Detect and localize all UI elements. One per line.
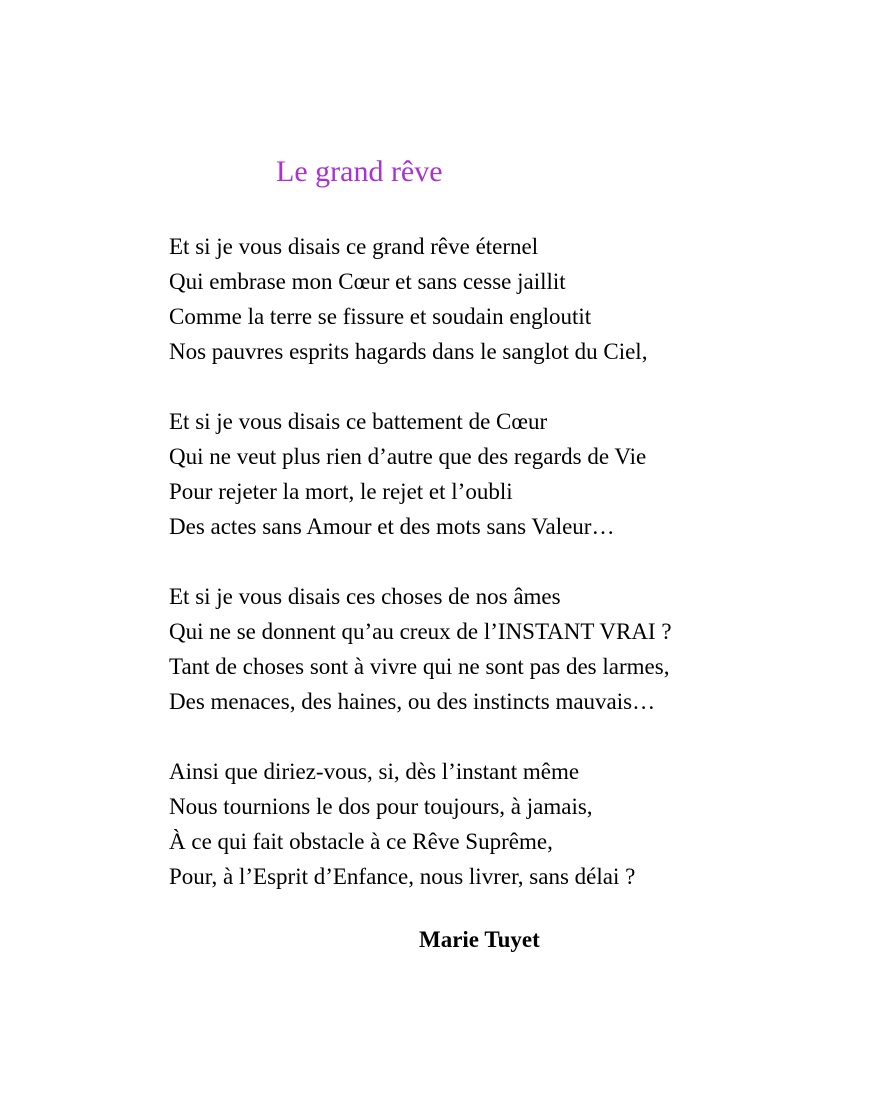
stanza-2 bbox=[169, 404, 869, 544]
author-signature: Marie Tuyet bbox=[419, 927, 540, 952]
poem-line: Et si je vous disais ce grand rêve éternel bbox=[169, 234, 539, 259]
poem-line: Pour, à l’Esprit d’Enfance, nous livrer, sans délai ? bbox=[169, 864, 636, 889]
poem-line: Des actes sans Amour et des mots sans Valeur… bbox=[169, 514, 615, 539]
stanza-4 bbox=[169, 754, 869, 894]
poem-line: Nous tournions le dos pour toujours, à jamais, bbox=[169, 794, 593, 819]
poem-line: Des menaces, des haines, ou des instincts mauvais… bbox=[169, 689, 656, 714]
poem-title: Le grand rêve bbox=[276, 155, 443, 188]
poem-line: Et si je vous disais ces choses de nos âmes bbox=[169, 584, 561, 609]
poem-line: Tant de choses sont à vivre qui ne sont pas des larmes, bbox=[169, 654, 670, 679]
poem-line: Et si je vous disais ce battement de Cœur bbox=[169, 409, 548, 434]
poem-line: Qui ne veut plus rien d’autre que des regards de Vie bbox=[169, 444, 647, 469]
poem-line: Comme la terre se fissure et soudain engloutit bbox=[169, 304, 592, 329]
poem-line: Qui embrase mon Cœur et sans cesse jaillit bbox=[169, 269, 566, 294]
poem-body bbox=[169, 229, 869, 929]
stanza-1 bbox=[169, 229, 869, 369]
poem-line: Qui ne se donnent qu’au creux de l’INSTANT VRAI ? bbox=[169, 619, 672, 644]
poem-line: À ce qui fait obstacle à ce Rêve Suprême, bbox=[169, 829, 553, 854]
poem-line: Pour rejeter la mort, le rejet et l’oubli bbox=[169, 479, 513, 504]
poem-line: Ainsi que diriez-vous, si, dès l’instant même bbox=[169, 759, 580, 784]
stanza-3 bbox=[169, 579, 869, 719]
poem-line: Nos pauvres esprits hagards dans le sanglot du Ciel, bbox=[169, 339, 648, 364]
